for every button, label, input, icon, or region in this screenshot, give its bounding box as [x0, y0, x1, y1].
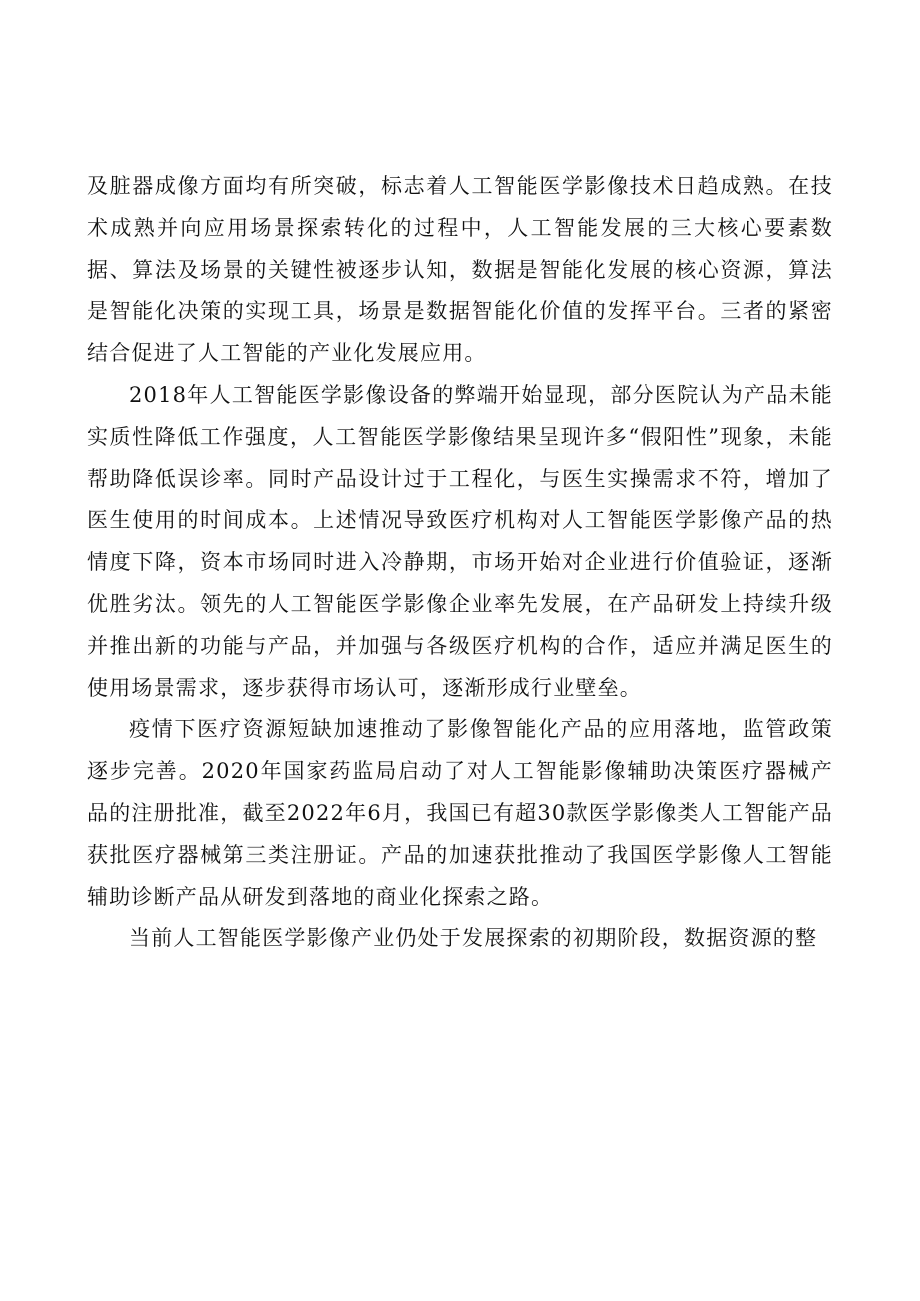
document-body: [87, 166, 833, 960]
paragraph-3: 疫情下医疗资源短缺加速推动了影像智能化产品的应用落地，监管政策逐步完善。2020年国家药监局启动了对人工智能影像辅助决策医疗器械产品的注册批准，截至2022年6月，我国已有超30款医学影像类人工智能产品获批医疗器械第三类注册证。产品的加速获批推动了我国医学影像人工智能辅助诊断产品从研发到落地的商业化探索之路。: [87, 717, 833, 909]
paragraph-4: 当前人工智能医学影像产业仍处于发展探索的初期阶段，数据资源的整: [129, 926, 818, 951]
paragraph-2: 2018年人工智能医学影像设备的弊端开始显现，部分医院认为产品未能实质性降低工作强度，人工智能医学影像结果呈现许多“假阳性”现象，未能帮助降低误诊率。同时产品设计过于工程化，与医生实操需求不符，增加了医生使用的时间成本。上述情况导致医疗机构对人工智能医学影像产品的热情度下降，资本市场同时进入冷静期，市场开始对企业进行价值验证，逐渐优胜劣汰。领先的人工智能医学影像企业率先发展，在产品研发上持续升级并推出新的功能与产品，并加强与各级医疗机构的合作，适应并满足医生的使用场景需求，逐步获得市场认可，逐渐形成行业壁垒。: [87, 382, 833, 700]
paragraph-1: 及脏器成像方面均有所突破，标志着人工智能医学影像技术日趋成熟。在技术成熟并向应用场景探索转化的过程中，人工智能发展的三大核心要素数据、算法及场景的关键性被逐步认知，数据是智能化发展的核心资源，算法是智能化决策的实现工具，场景是数据智能化价值的发挥平台。三者的紧密结合促进了人工智能的产业化发展应用。: [87, 174, 833, 366]
